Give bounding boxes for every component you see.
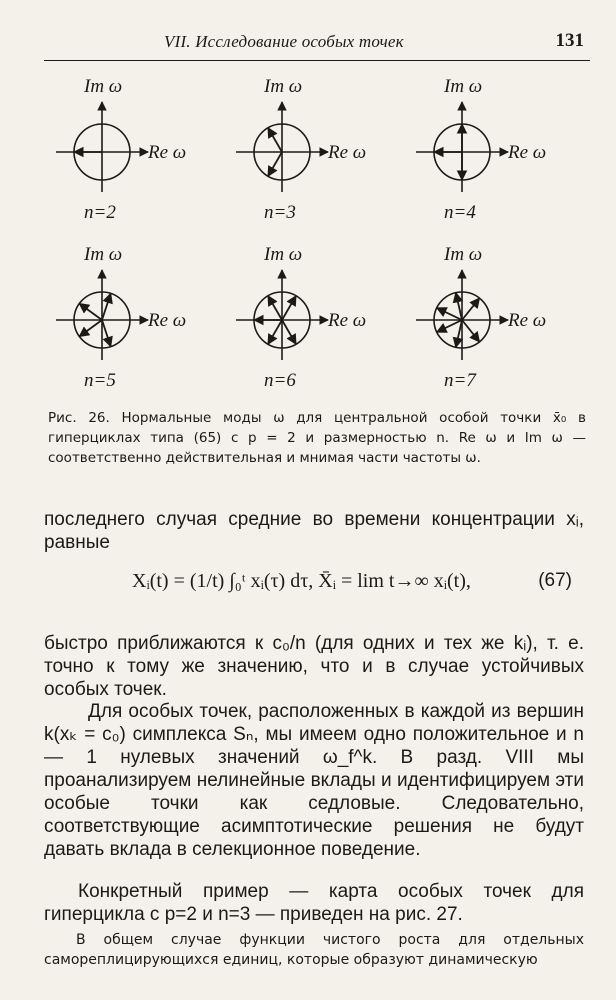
equation-number: (67) [538, 570, 572, 591]
dimension-label: n=5 [84, 370, 116, 391]
mode-panel-n7 [400, 238, 580, 403]
imaginary-axis-label: Im ω [264, 244, 303, 265]
dimension-label: n=2 [84, 202, 116, 223]
imaginary-axis-label: Im ω [444, 244, 483, 265]
real-axis-label: Re ω [328, 142, 367, 163]
real-axis-label: Re ω [328, 310, 367, 331]
eigenvalue-arrow [102, 293, 111, 320]
eigenvalue-arrow [437, 320, 462, 332]
equation-67 [44, 552, 584, 622]
imaginary-axis-label: Im ω [264, 76, 303, 97]
paragraph: Конкретный пример — карта особых точек для гиперцикла с p=2 и n=3 — приведен на рис. 27. [44, 881, 584, 925]
mode-diagram [400, 238, 580, 403]
eigenvalue-arrow [456, 320, 462, 347]
mode-panel-n4 [400, 70, 580, 235]
mode-diagram [220, 238, 400, 403]
eigenvalue-arrow [268, 320, 282, 344]
imaginary-axis-label: Im ω [84, 244, 123, 265]
equation-body: Xᵢ(t) = (1/t) ∫₀ᵗ xᵢ(τ) dτ, X̄ᵢ = lim t→∞ xᵢ(t), [132, 570, 471, 592]
paragraph: быстро приближаются к c₀/n (для одних и тех же kᵢ), т. е. точно к тому же значению, что и в случае устойчивых особых точек. [44, 633, 584, 700]
real-axis-label: Re ω [148, 310, 187, 331]
eigenvalue-arrow [456, 293, 462, 320]
page-header [44, 26, 590, 61]
mode-panel-n2 [40, 70, 220, 235]
eigenvalue-arrow [102, 320, 111, 347]
eigenvalue-arrow [282, 320, 296, 344]
mode-panel-n3 [220, 70, 400, 235]
dimension-label: n=4 [444, 202, 476, 223]
figure-caption: Рис. 26. Нормальные моды ω для центральной особой точки x̄₀ в гиперциклах типа (65) с p = 2 и размерностью n. Re ω и Im ω — соответственно действительная и мнимая части частоты ω. [48, 410, 586, 466]
mode-diagram [40, 70, 220, 235]
paragraph: Для особых точек, расположенных в каждой из вершин k(xₖ = c₀) симплекса Sₙ, мы имеем одно положительное и n — 1 нулевых значений ω_f^k. В разд. VIII мы проанализируем нелинейные вклады и идентифицируем эти особые точки как седловые. Следовательно, соответствующие асимптотические решения не будут давать вклада в селекционное поведение. [44, 701, 584, 860]
mode-diagram [400, 70, 580, 235]
dimension-label: n=6 [264, 370, 296, 391]
eigenvalue-arrow [268, 128, 282, 152]
real-axis-label: Re ω [148, 142, 187, 163]
eigenvalue-arrow [282, 296, 296, 320]
eigenvalue-arrow [437, 308, 462, 320]
figure-26 [40, 70, 600, 400]
running-title: VII. Исследование особых точек [164, 32, 404, 51]
real-axis-label: Re ω [508, 142, 547, 163]
mode-diagram [220, 70, 400, 235]
paragraph: последнего случая средние во времени концентрации xᵢ, равные [44, 509, 584, 553]
dimension-label: n=3 [264, 202, 296, 223]
eigenvalue-arrow [268, 152, 282, 176]
dimension-label: n=7 [444, 370, 476, 391]
mode-diagram [40, 238, 220, 403]
mode-panel-n6 [220, 238, 400, 403]
imaginary-axis-label: Im ω [444, 76, 483, 97]
imaginary-axis-label: Im ω [84, 76, 123, 97]
mode-panel-n5 [40, 238, 220, 403]
paragraph: В общем случае функции чистого роста для отдельных самореплицирующихся единиц, которые образуют динамическую [44, 932, 584, 968]
eigenvalue-arrow [462, 320, 480, 342]
eigenvalue-arrow [462, 298, 480, 320]
page-number: 131 [555, 30, 584, 51]
eigenvalue-arrow [79, 304, 102, 321]
eigenvalue-arrow [268, 296, 282, 320]
real-axis-label: Re ω [508, 310, 547, 331]
eigenvalue-arrow [79, 320, 102, 337]
